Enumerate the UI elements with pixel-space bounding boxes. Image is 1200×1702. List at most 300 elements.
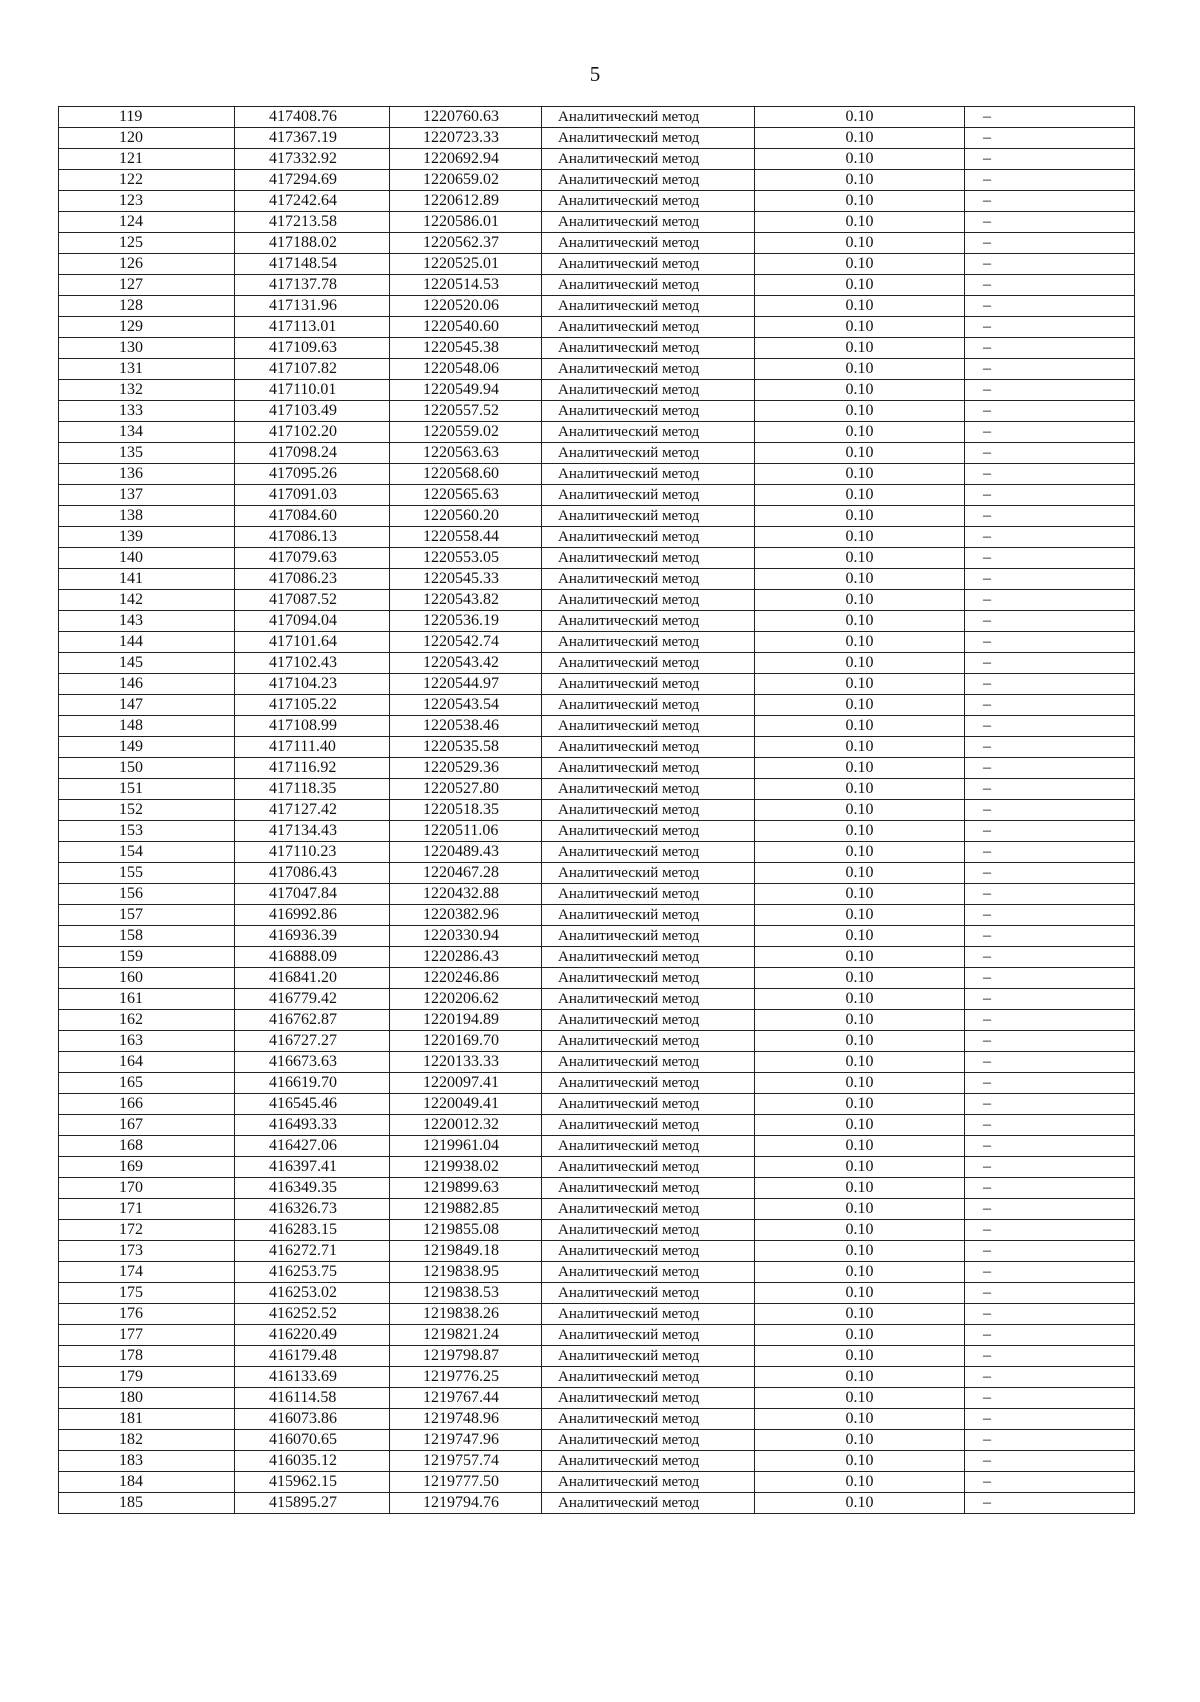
- table-row: [59, 296, 1135, 317]
- y-coordinate-cell: 1219777.50: [390, 1472, 542, 1493]
- table-row: [59, 947, 1135, 968]
- table-row: [59, 317, 1135, 338]
- point-number-cell: 128: [59, 296, 235, 317]
- method-cell: Аналитический метод: [542, 1115, 755, 1136]
- method-cell: Аналитический метод: [542, 338, 755, 359]
- note-cell: –: [965, 422, 1135, 443]
- x-coordinate-cell: 417086.23: [235, 569, 390, 590]
- table-row: [59, 968, 1135, 989]
- point-number-cell: 179: [59, 1367, 235, 1388]
- y-coordinate-cell: 1220246.86: [390, 968, 542, 989]
- y-coordinate-cell: 1220560.20: [390, 506, 542, 527]
- y-coordinate-cell: 1219794.76: [390, 1493, 542, 1514]
- note-cell: –: [965, 1430, 1135, 1451]
- note-cell: –: [965, 842, 1135, 863]
- method-cell: Аналитический метод: [542, 443, 755, 464]
- table-row: [59, 506, 1135, 527]
- note-cell: –: [965, 128, 1135, 149]
- accuracy-cell: 0.10: [755, 569, 965, 590]
- accuracy-cell: 0.10: [755, 590, 965, 611]
- x-coordinate-cell: 417110.23: [235, 842, 390, 863]
- table-row: [59, 464, 1135, 485]
- point-number-cell: 157: [59, 905, 235, 926]
- note-cell: –: [965, 779, 1135, 800]
- x-coordinate-cell: 417102.20: [235, 422, 390, 443]
- accuracy-cell: 0.10: [755, 632, 965, 653]
- y-coordinate-cell: 1220558.44: [390, 527, 542, 548]
- point-number-cell: 185: [59, 1493, 235, 1514]
- table-row: [59, 380, 1135, 401]
- method-cell: Аналитический метод: [542, 548, 755, 569]
- x-coordinate-cell: 417102.43: [235, 653, 390, 674]
- x-coordinate-cell: 417087.52: [235, 590, 390, 611]
- accuracy-cell: 0.10: [755, 947, 965, 968]
- point-number-cell: 141: [59, 569, 235, 590]
- table-row: [59, 128, 1135, 149]
- y-coordinate-cell: 1219838.95: [390, 1262, 542, 1283]
- note-cell: –: [965, 338, 1135, 359]
- accuracy-cell: 0.10: [755, 905, 965, 926]
- accuracy-cell: 0.10: [755, 968, 965, 989]
- y-coordinate-cell: 1220525.01: [390, 254, 542, 275]
- note-cell: –: [965, 359, 1135, 380]
- y-coordinate-cell: 1220527.80: [390, 779, 542, 800]
- table-row: [59, 737, 1135, 758]
- table-row: [59, 275, 1135, 296]
- point-number-cell: 127: [59, 275, 235, 296]
- accuracy-cell: 0.10: [755, 1493, 965, 1514]
- note-cell: –: [965, 1346, 1135, 1367]
- table-row: [59, 1157, 1135, 1178]
- table-row: [59, 1493, 1135, 1514]
- accuracy-cell: 0.10: [755, 254, 965, 275]
- y-coordinate-cell: 1219938.02: [390, 1157, 542, 1178]
- method-cell: Аналитический метод: [542, 1178, 755, 1199]
- y-coordinate-cell: 1220548.06: [390, 359, 542, 380]
- y-coordinate-cell: 1220432.88: [390, 884, 542, 905]
- note-cell: –: [965, 107, 1135, 128]
- x-coordinate-cell: 415962.15: [235, 1472, 390, 1493]
- point-number-cell: 170: [59, 1178, 235, 1199]
- table-row: [59, 779, 1135, 800]
- y-coordinate-cell: 1219838.26: [390, 1304, 542, 1325]
- y-coordinate-cell: 1220194.89: [390, 1010, 542, 1031]
- accuracy-cell: 0.10: [755, 1367, 965, 1388]
- table-row: [59, 338, 1135, 359]
- accuracy-cell: 0.10: [755, 275, 965, 296]
- table-row: [59, 1052, 1135, 1073]
- y-coordinate-cell: 1220489.43: [390, 842, 542, 863]
- note-cell: –: [965, 233, 1135, 254]
- method-cell: Аналитический метод: [542, 926, 755, 947]
- table-row: [59, 1220, 1135, 1241]
- y-coordinate-cell: 1219899.63: [390, 1178, 542, 1199]
- x-coordinate-cell: 417086.13: [235, 527, 390, 548]
- accuracy-cell: 0.10: [755, 1409, 965, 1430]
- method-cell: Аналитический метод: [542, 233, 755, 254]
- accuracy-cell: 0.10: [755, 1136, 965, 1157]
- table-row: [59, 1346, 1135, 1367]
- accuracy-cell: 0.10: [755, 1115, 965, 1136]
- table-row: [59, 359, 1135, 380]
- y-coordinate-cell: 1220557.52: [390, 401, 542, 422]
- note-cell: –: [965, 1115, 1135, 1136]
- note-cell: –: [965, 989, 1135, 1010]
- accuracy-cell: 0.10: [755, 674, 965, 695]
- x-coordinate-cell: 416673.63: [235, 1052, 390, 1073]
- method-cell: Аналитический метод: [542, 254, 755, 275]
- point-number-cell: 122: [59, 170, 235, 191]
- y-coordinate-cell: 1220568.60: [390, 464, 542, 485]
- table-row: [59, 884, 1135, 905]
- point-number-cell: 163: [59, 1031, 235, 1052]
- table-row: [59, 611, 1135, 632]
- table-row: [59, 821, 1135, 842]
- note-cell: –: [965, 863, 1135, 884]
- method-cell: Аналитический метод: [542, 1367, 755, 1388]
- x-coordinate-cell: 416936.39: [235, 926, 390, 947]
- table-row: [59, 233, 1135, 254]
- point-number-cell: 123: [59, 191, 235, 212]
- accuracy-cell: 0.10: [755, 611, 965, 632]
- method-cell: Аналитический метод: [542, 653, 755, 674]
- table-row: [59, 1409, 1135, 1430]
- note-cell: –: [965, 1325, 1135, 1346]
- point-number-cell: 154: [59, 842, 235, 863]
- method-cell: Аналитический метод: [542, 128, 755, 149]
- note-cell: –: [965, 1304, 1135, 1325]
- accuracy-cell: 0.10: [755, 443, 965, 464]
- x-coordinate-cell: 417079.63: [235, 548, 390, 569]
- y-coordinate-cell: 1220542.74: [390, 632, 542, 653]
- method-cell: Аналитический метод: [542, 632, 755, 653]
- x-coordinate-cell: 417047.84: [235, 884, 390, 905]
- table-row: [59, 1031, 1135, 1052]
- table-row: [59, 1136, 1135, 1157]
- y-coordinate-cell: 1220559.02: [390, 422, 542, 443]
- point-number-cell: 133: [59, 401, 235, 422]
- table-row: [59, 443, 1135, 464]
- table-row: [59, 905, 1135, 926]
- method-cell: Аналитический метод: [542, 1262, 755, 1283]
- note-cell: –: [965, 1241, 1135, 1262]
- point-number-cell: 183: [59, 1451, 235, 1472]
- y-coordinate-cell: 1219798.87: [390, 1346, 542, 1367]
- accuracy-cell: 0.10: [755, 401, 965, 422]
- x-coordinate-cell: 417113.01: [235, 317, 390, 338]
- y-coordinate-cell: 1220097.41: [390, 1073, 542, 1094]
- x-coordinate-cell: 417116.92: [235, 758, 390, 779]
- method-cell: Аналитический метод: [542, 569, 755, 590]
- note-cell: –: [965, 548, 1135, 569]
- note-cell: –: [965, 800, 1135, 821]
- method-cell: Аналитический метод: [542, 1094, 755, 1115]
- y-coordinate-cell: 1219776.25: [390, 1367, 542, 1388]
- point-number-cell: 175: [59, 1283, 235, 1304]
- accuracy-cell: 0.10: [755, 317, 965, 338]
- method-cell: Аналитический метод: [542, 863, 755, 884]
- x-coordinate-cell: 416179.48: [235, 1346, 390, 1367]
- note-cell: –: [965, 1451, 1135, 1472]
- y-coordinate-cell: 1219838.53: [390, 1283, 542, 1304]
- y-coordinate-cell: 1219849.18: [390, 1241, 542, 1262]
- note-cell: –: [965, 443, 1135, 464]
- method-cell: Аналитический метод: [542, 317, 755, 338]
- table-row: [59, 926, 1135, 947]
- note-cell: –: [965, 149, 1135, 170]
- point-number-cell: 145: [59, 653, 235, 674]
- point-number-cell: 171: [59, 1199, 235, 1220]
- note-cell: –: [965, 527, 1135, 548]
- x-coordinate-cell: 415895.27: [235, 1493, 390, 1514]
- x-coordinate-cell: 417367.19: [235, 128, 390, 149]
- method-cell: Аналитический метод: [542, 842, 755, 863]
- x-coordinate-cell: 417095.26: [235, 464, 390, 485]
- note-cell: –: [965, 1031, 1135, 1052]
- note-cell: –: [965, 1409, 1135, 1430]
- x-coordinate-cell: 417111.40: [235, 737, 390, 758]
- x-coordinate-cell: 416841.20: [235, 968, 390, 989]
- method-cell: Аналитический метод: [542, 737, 755, 758]
- x-coordinate-cell: 416427.06: [235, 1136, 390, 1157]
- method-cell: Аналитический метод: [542, 1325, 755, 1346]
- accuracy-cell: 0.10: [755, 884, 965, 905]
- method-cell: Аналитический метод: [542, 590, 755, 611]
- table-row: [59, 254, 1135, 275]
- point-number-cell: 172: [59, 1220, 235, 1241]
- x-coordinate-cell: 416779.42: [235, 989, 390, 1010]
- note-cell: –: [965, 1136, 1135, 1157]
- y-coordinate-cell: 1220544.97: [390, 674, 542, 695]
- note-cell: –: [965, 506, 1135, 527]
- x-coordinate-cell: 417188.02: [235, 233, 390, 254]
- note-cell: –: [965, 947, 1135, 968]
- note-cell: –: [965, 821, 1135, 842]
- note-cell: –: [965, 737, 1135, 758]
- y-coordinate-cell: 1220535.58: [390, 737, 542, 758]
- note-cell: –: [965, 611, 1135, 632]
- method-cell: Аналитический метод: [542, 989, 755, 1010]
- y-coordinate-cell: 1220659.02: [390, 170, 542, 191]
- y-coordinate-cell: 1220545.33: [390, 569, 542, 590]
- table-row: [59, 632, 1135, 653]
- x-coordinate-cell: 417103.49: [235, 401, 390, 422]
- point-number-cell: 142: [59, 590, 235, 611]
- y-coordinate-cell: 1220545.38: [390, 338, 542, 359]
- accuracy-cell: 0.10: [755, 422, 965, 443]
- method-cell: Аналитический метод: [542, 695, 755, 716]
- method-cell: Аналитический метод: [542, 1199, 755, 1220]
- accuracy-cell: 0.10: [755, 989, 965, 1010]
- x-coordinate-cell: 417242.64: [235, 191, 390, 212]
- method-cell: Аналитический метод: [542, 1010, 755, 1031]
- point-number-cell: 178: [59, 1346, 235, 1367]
- y-coordinate-cell: 1220760.63: [390, 107, 542, 128]
- table-row: [59, 716, 1135, 737]
- method-cell: Аналитический метод: [542, 800, 755, 821]
- table-row: [59, 863, 1135, 884]
- method-cell: Аналитический метод: [542, 779, 755, 800]
- accuracy-cell: 0.10: [755, 1262, 965, 1283]
- x-coordinate-cell: 416114.58: [235, 1388, 390, 1409]
- x-coordinate-cell: 416133.69: [235, 1367, 390, 1388]
- accuracy-cell: 0.10: [755, 548, 965, 569]
- accuracy-cell: 0.10: [755, 716, 965, 737]
- point-number-cell: 149: [59, 737, 235, 758]
- y-coordinate-cell: 1219767.44: [390, 1388, 542, 1409]
- table-row: [59, 212, 1135, 233]
- y-coordinate-cell: 1219748.96: [390, 1409, 542, 1430]
- accuracy-cell: 0.10: [755, 170, 965, 191]
- method-cell: Аналитический метод: [542, 170, 755, 191]
- accuracy-cell: 0.10: [755, 1241, 965, 1262]
- table-row: [59, 1283, 1135, 1304]
- x-coordinate-cell: 417094.04: [235, 611, 390, 632]
- y-coordinate-cell: 1220049.41: [390, 1094, 542, 1115]
- point-number-cell: 130: [59, 338, 235, 359]
- y-coordinate-cell: 1220543.54: [390, 695, 542, 716]
- point-number-cell: 139: [59, 527, 235, 548]
- point-number-cell: 140: [59, 548, 235, 569]
- y-coordinate-cell: 1220612.89: [390, 191, 542, 212]
- x-coordinate-cell: 416253.02: [235, 1283, 390, 1304]
- table-row: [59, 1367, 1135, 1388]
- accuracy-cell: 0.10: [755, 212, 965, 233]
- x-coordinate-cell: 416349.35: [235, 1178, 390, 1199]
- point-number-cell: 126: [59, 254, 235, 275]
- note-cell: –: [965, 926, 1135, 947]
- method-cell: Аналитический метод: [542, 905, 755, 926]
- point-number-cell: 153: [59, 821, 235, 842]
- x-coordinate-cell: 417107.82: [235, 359, 390, 380]
- table-row: [59, 1073, 1135, 1094]
- table-row: [59, 527, 1135, 548]
- note-cell: –: [965, 212, 1135, 233]
- method-cell: Аналитический метод: [542, 1409, 755, 1430]
- note-cell: –: [965, 1493, 1135, 1514]
- table-row: [59, 1178, 1135, 1199]
- accuracy-cell: 0.10: [755, 1073, 965, 1094]
- table-row: [59, 191, 1135, 212]
- table-row: [59, 1010, 1135, 1031]
- point-number-cell: 143: [59, 611, 235, 632]
- table-row: [59, 842, 1135, 863]
- note-cell: –: [965, 1178, 1135, 1199]
- note-cell: –: [965, 695, 1135, 716]
- method-cell: Аналитический метод: [542, 716, 755, 737]
- note-cell: –: [965, 1010, 1135, 1031]
- table-row: [59, 485, 1135, 506]
- method-cell: Аналитический метод: [542, 275, 755, 296]
- method-cell: Аналитический метод: [542, 1220, 755, 1241]
- accuracy-cell: 0.10: [755, 296, 965, 317]
- accuracy-cell: 0.10: [755, 107, 965, 128]
- x-coordinate-cell: 417118.35: [235, 779, 390, 800]
- point-number-cell: 158: [59, 926, 235, 947]
- x-coordinate-cell: 416070.65: [235, 1430, 390, 1451]
- method-cell: Аналитический метод: [542, 464, 755, 485]
- point-number-cell: 162: [59, 1010, 235, 1031]
- note-cell: –: [965, 1472, 1135, 1493]
- table-row: [59, 1199, 1135, 1220]
- y-coordinate-cell: 1219855.08: [390, 1220, 542, 1241]
- coordinates-table: [58, 106, 1135, 1514]
- note-cell: –: [965, 653, 1135, 674]
- accuracy-cell: 0.10: [755, 128, 965, 149]
- method-cell: Аналитический метод: [542, 1283, 755, 1304]
- method-cell: Аналитический метод: [542, 1346, 755, 1367]
- note-cell: –: [965, 401, 1135, 422]
- x-coordinate-cell: 417110.01: [235, 380, 390, 401]
- x-coordinate-cell: 417134.43: [235, 821, 390, 842]
- note-cell: –: [965, 1220, 1135, 1241]
- x-coordinate-cell: 417408.76: [235, 107, 390, 128]
- y-coordinate-cell: 1219961.04: [390, 1136, 542, 1157]
- coordinates-table-body: [59, 107, 1135, 1514]
- method-cell: Аналитический метод: [542, 149, 755, 170]
- method-cell: Аналитический метод: [542, 821, 755, 842]
- accuracy-cell: 0.10: [755, 926, 965, 947]
- table-row: [59, 149, 1135, 170]
- y-coordinate-cell: 1220562.37: [390, 233, 542, 254]
- y-coordinate-cell: 1220692.94: [390, 149, 542, 170]
- point-number-cell: 168: [59, 1136, 235, 1157]
- method-cell: Аналитический метод: [542, 1052, 755, 1073]
- point-number-cell: 160: [59, 968, 235, 989]
- table-row: [59, 989, 1135, 1010]
- y-coordinate-cell: 1220543.42: [390, 653, 542, 674]
- x-coordinate-cell: 416035.12: [235, 1451, 390, 1472]
- x-coordinate-cell: 416073.86: [235, 1409, 390, 1430]
- x-coordinate-cell: 416493.33: [235, 1115, 390, 1136]
- y-coordinate-cell: 1220286.43: [390, 947, 542, 968]
- method-cell: Аналитический метод: [542, 380, 755, 401]
- x-coordinate-cell: 417137.78: [235, 275, 390, 296]
- x-coordinate-cell: 416252.52: [235, 1304, 390, 1325]
- method-cell: Аналитический метод: [542, 1451, 755, 1472]
- accuracy-cell: 0.10: [755, 338, 965, 359]
- accuracy-cell: 0.10: [755, 1010, 965, 1031]
- table-row: [59, 758, 1135, 779]
- point-number-cell: 161: [59, 989, 235, 1010]
- note-cell: –: [965, 191, 1135, 212]
- point-number-cell: 156: [59, 884, 235, 905]
- note-cell: –: [965, 380, 1135, 401]
- method-cell: Аналитический метод: [542, 107, 755, 128]
- method-cell: Аналитический метод: [542, 191, 755, 212]
- note-cell: –: [965, 905, 1135, 926]
- accuracy-cell: 0.10: [755, 1052, 965, 1073]
- y-coordinate-cell: 1220540.60: [390, 317, 542, 338]
- accuracy-cell: 0.10: [755, 1451, 965, 1472]
- point-number-cell: 155: [59, 863, 235, 884]
- point-number-cell: 177: [59, 1325, 235, 1346]
- y-coordinate-cell: 1220520.06: [390, 296, 542, 317]
- point-number-cell: 129: [59, 317, 235, 338]
- accuracy-cell: 0.10: [755, 821, 965, 842]
- y-coordinate-cell: 1220543.82: [390, 590, 542, 611]
- point-number-cell: 151: [59, 779, 235, 800]
- note-cell: –: [965, 317, 1135, 338]
- y-coordinate-cell: 1219821.24: [390, 1325, 542, 1346]
- accuracy-cell: 0.10: [755, 1346, 965, 1367]
- method-cell: Аналитический метод: [542, 296, 755, 317]
- method-cell: Аналитический метод: [542, 212, 755, 233]
- x-coordinate-cell: 416397.41: [235, 1157, 390, 1178]
- y-coordinate-cell: 1220563.63: [390, 443, 542, 464]
- note-cell: –: [965, 1262, 1135, 1283]
- accuracy-cell: 0.10: [755, 800, 965, 821]
